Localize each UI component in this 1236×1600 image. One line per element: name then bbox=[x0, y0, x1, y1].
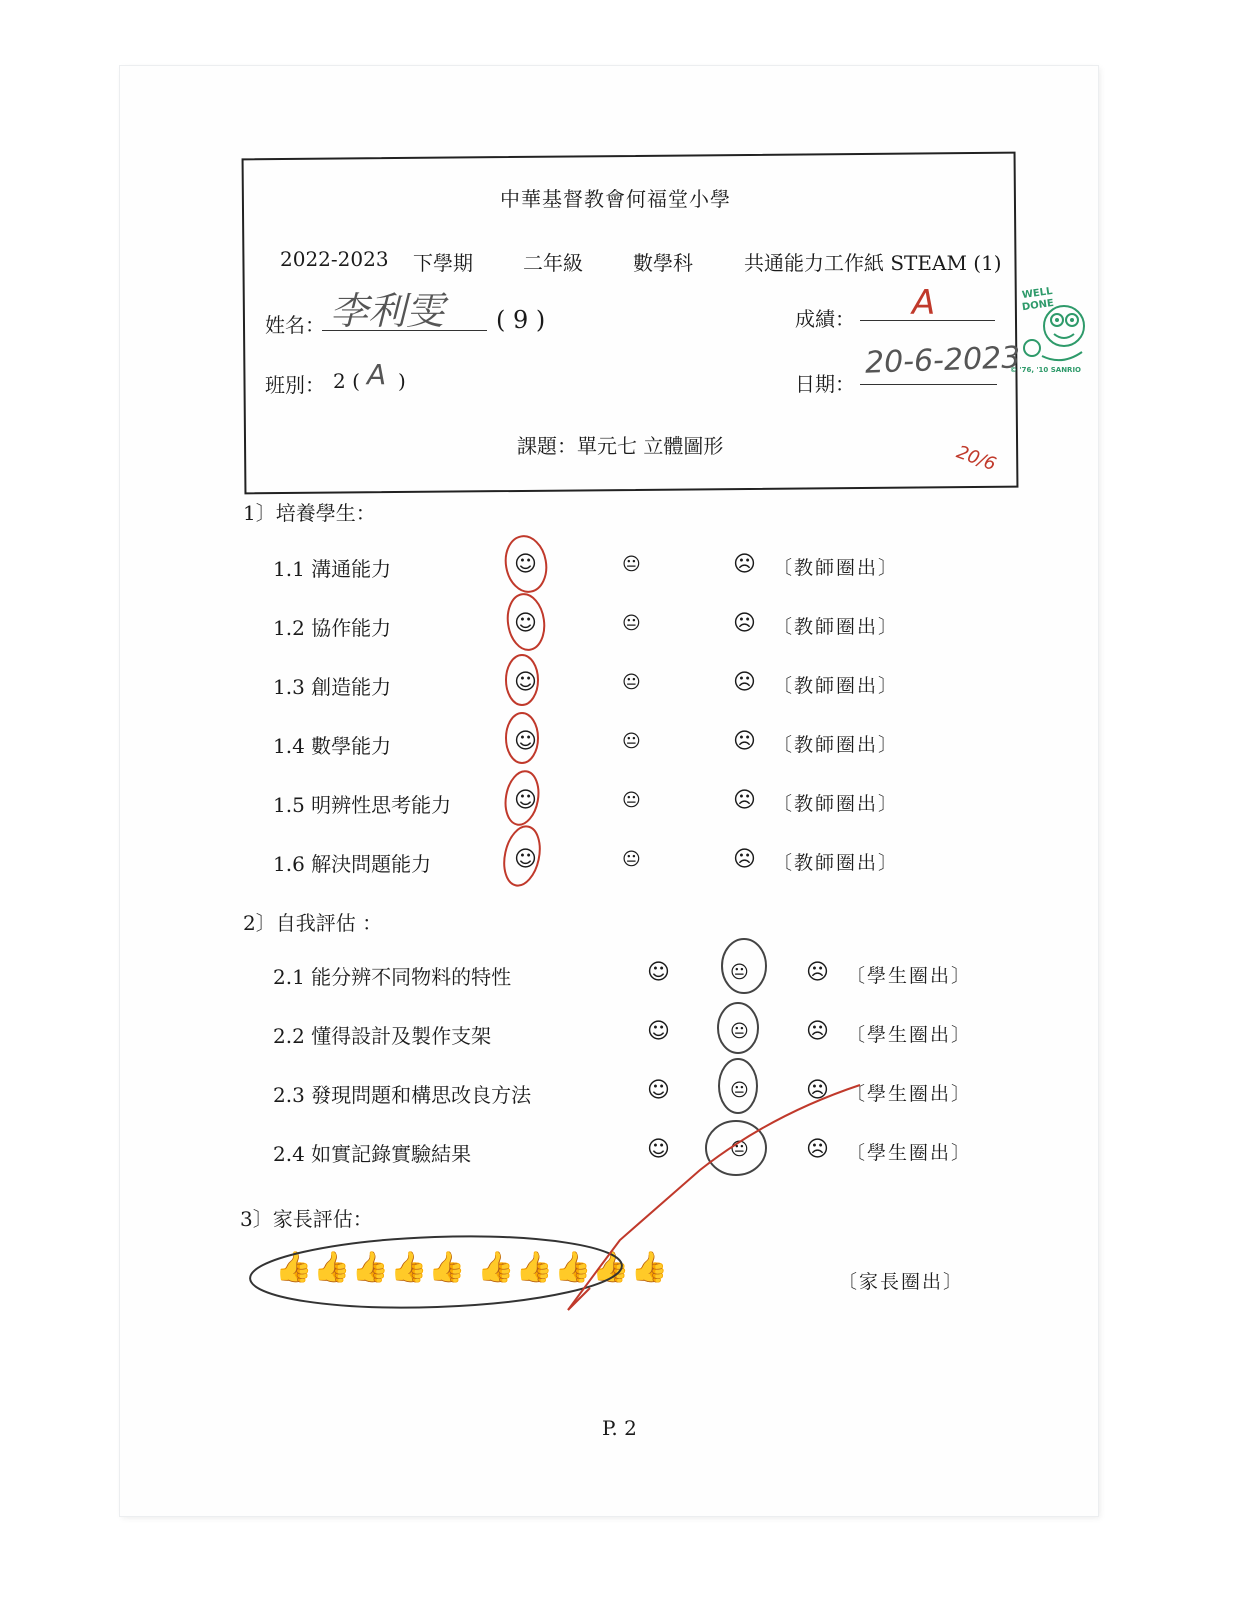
grade-value: A bbox=[912, 283, 936, 323]
sad-face-icon[interactable]: ☹ bbox=[733, 729, 756, 754]
neutral-face-icon[interactable]: 😐 bbox=[622, 849, 641, 870]
sad-face-icon[interactable]: ☹ bbox=[733, 611, 756, 636]
subject: 數學科 bbox=[633, 251, 693, 275]
class-value: A bbox=[367, 358, 387, 391]
stamp-copyright: © '76, '10 SANRIO bbox=[1010, 366, 1082, 374]
circle-instruction: 〔教師圈出〕 bbox=[773, 852, 900, 874]
neutral-face-icon[interactable]: 😐 bbox=[622, 554, 641, 575]
criterion-label: 1.3 創造能力 bbox=[273, 675, 392, 699]
criterion-label: 2.3 發現問題和構思改良方法 bbox=[273, 1083, 532, 1107]
circle-instruction: 〔學生圈出〕 bbox=[846, 1083, 973, 1105]
happy-face-icon[interactable]: ☺ bbox=[514, 552, 537, 577]
happy-face-icon[interactable]: ☺ bbox=[514, 729, 537, 754]
neutral-face-icon[interactable]: 😐 bbox=[730, 1021, 749, 1042]
teacher-circle-mark bbox=[504, 592, 547, 652]
sad-face-icon[interactable]: ☹ bbox=[806, 1019, 829, 1044]
stamp-text-done: DONE bbox=[1021, 297, 1055, 314]
worksheet-title: 共通能力工作紙 STEAM (1) bbox=[744, 251, 1002, 275]
sad-face-icon[interactable]: ☹ bbox=[733, 552, 756, 577]
neutral-face-icon[interactable]: 😐 bbox=[622, 672, 641, 693]
happy-face-icon[interactable]: ☺ bbox=[647, 960, 670, 985]
term: 下學期 bbox=[413, 251, 473, 275]
student-circle-mark bbox=[719, 1059, 757, 1113]
sad-face-icon[interactable]: ☹ bbox=[806, 960, 829, 985]
neutral-face-icon[interactable]: 😐 bbox=[730, 1080, 749, 1101]
circle-instruction: 〔教師圈出〕 bbox=[773, 557, 900, 579]
name-label: 姓名： bbox=[265, 313, 325, 337]
student-number: ( 9 ) bbox=[496, 306, 546, 334]
red-tick-mark bbox=[568, 1085, 860, 1310]
school-name: 中華基督教會何福堂小學 bbox=[500, 187, 731, 211]
circle-instruction: 〔學生圈出〕 bbox=[846, 965, 973, 987]
school-year: 2022-2023 bbox=[280, 247, 389, 271]
sad-face-icon[interactable]: ☹ bbox=[806, 1078, 829, 1103]
page-number: P. 2 bbox=[602, 1416, 637, 1440]
criterion-label: 1.6 解決問題能力 bbox=[273, 852, 432, 876]
neutral-face-icon[interactable]: 😐 bbox=[622, 790, 641, 811]
criterion-label: 2.1 能分辨不同物料的特性 bbox=[273, 965, 512, 989]
happy-face-icon[interactable]: ☺ bbox=[514, 847, 537, 872]
grade-label: 成績： bbox=[795, 307, 855, 331]
circle-instruction: 〔教師圈出〕 bbox=[773, 734, 900, 756]
class-prefix: 2 ( bbox=[333, 369, 360, 393]
criterion-label: 1.4 數學能力 bbox=[273, 734, 392, 758]
neutral-face-icon[interactable]: 😐 bbox=[622, 731, 641, 752]
circle-instruction: 〔教師圈出〕 bbox=[773, 616, 900, 638]
sad-face-icon[interactable]: ☹ bbox=[733, 788, 756, 813]
criterion-label: 1.2 協作能力 bbox=[273, 616, 392, 640]
criterion-label: 2.4 如實記錄實驗結果 bbox=[273, 1142, 472, 1166]
neutral-face-icon[interactable]: 😐 bbox=[730, 1139, 749, 1160]
happy-face-icon[interactable]: ☺ bbox=[647, 1078, 670, 1103]
section1-title: 1〕培養學生： bbox=[243, 501, 376, 525]
criterion-label: 1.5 明辨性思考能力 bbox=[273, 793, 452, 817]
circle-instruction: 〔教師圈出〕 bbox=[773, 675, 900, 697]
topic: 課題：單元七 立體圖形 bbox=[517, 434, 724, 458]
circle-instruction: 〔教師圈出〕 bbox=[773, 793, 900, 815]
class-label: 班別： bbox=[265, 373, 325, 397]
sad-face-icon[interactable]: ☹ bbox=[733, 670, 756, 695]
parent-circle-note: 〔家長圈出〕 bbox=[838, 1271, 965, 1293]
student-name: 李利雯 bbox=[330, 289, 445, 333]
student-circle-mark bbox=[718, 1003, 758, 1053]
happy-face-icon[interactable]: ☺ bbox=[514, 611, 537, 636]
corner-date-note: 20/6 bbox=[953, 441, 999, 476]
stamp-text-well: WELL bbox=[1021, 285, 1054, 302]
teacher-circle-mark bbox=[502, 769, 543, 828]
criterion-label: 2.2 懂得設計及製作支架 bbox=[273, 1024, 492, 1048]
parent-circle-mark bbox=[249, 1231, 623, 1314]
teacher-circle-mark bbox=[499, 823, 545, 889]
student-circle-mark bbox=[706, 1121, 766, 1175]
sad-face-icon[interactable]: ☹ bbox=[733, 847, 756, 872]
happy-face-icon[interactable]: ☺ bbox=[647, 1137, 670, 1162]
section2-title: 2〕自我評估 ： bbox=[243, 911, 383, 935]
thumbs-up-rating: 👍👍👍👍👍 👍👍👍👍👍 bbox=[275, 1250, 670, 1285]
grade-level: 二年級 bbox=[523, 251, 583, 275]
happy-face-icon[interactable]: ☺ bbox=[514, 670, 537, 695]
section3-title: 3〕家長評估： bbox=[240, 1207, 373, 1231]
circle-instruction: 〔學生圈出〕 bbox=[846, 1024, 973, 1046]
teacher-circle-mark bbox=[506, 713, 538, 763]
neutral-face-icon[interactable]: 😐 bbox=[730, 962, 749, 983]
student-circle-mark bbox=[722, 939, 766, 993]
class-suffix: ) bbox=[398, 369, 406, 393]
happy-face-icon[interactable]: ☺ bbox=[514, 788, 537, 813]
date-label: 日期： bbox=[795, 372, 855, 396]
teacher-circle-mark bbox=[506, 655, 538, 705]
date-value: 20-6-2023 bbox=[864, 340, 1021, 381]
sad-face-icon[interactable]: ☹ bbox=[806, 1137, 829, 1162]
teacher-circle-mark bbox=[501, 533, 550, 595]
happy-face-icon[interactable]: ☺ bbox=[647, 1019, 670, 1044]
circle-instruction: 〔學生圈出〕 bbox=[846, 1142, 973, 1164]
criterion-label: 1.1 溝通能力 bbox=[273, 557, 392, 581]
neutral-face-icon[interactable]: 😐 bbox=[622, 613, 641, 634]
